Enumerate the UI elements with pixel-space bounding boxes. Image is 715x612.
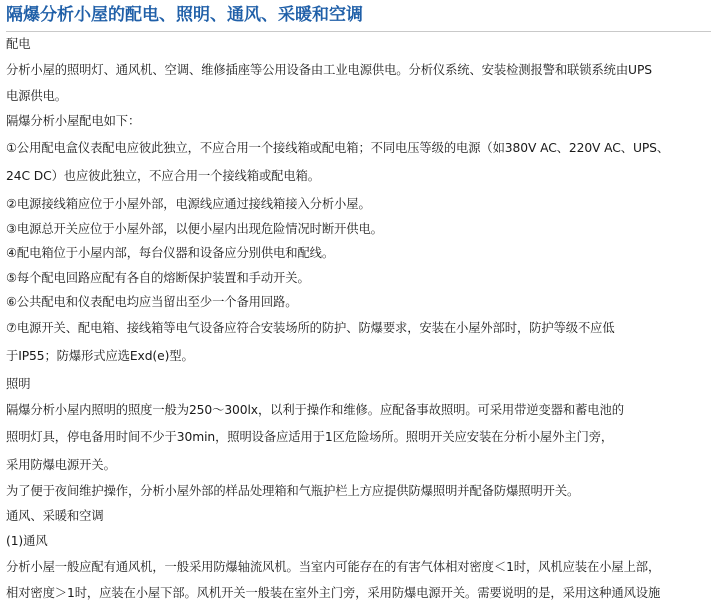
list-item: ⑥公共配电和仪表配电均应当留出至少一个备用回路。: [6, 295, 298, 309]
paragraph-text: 分析小屋一般应配有通风机，一般采用防爆轴流风机。当室内可能存在的有害气体相对密度＜1时，风机应装在小屋上部，: [6, 560, 661, 574]
list-item: ⑤每个配电回路应配有各自的熔断保护装置和手动开关。: [6, 271, 310, 285]
list-item: ②电源接线箱应位于小屋外部，电源线应通过接线箱接入分析小屋。: [6, 197, 371, 211]
paragraph-text: 采用防爆电源开关。: [6, 458, 116, 472]
paragraph-text: 电源供电。: [6, 89, 67, 103]
list-item: ①公用配电盒仪表配电应彼此独立，不应合用一个接线箱或配电箱；不同电压等级的电源（如380V AC、220V AC、UPS、: [6, 141, 670, 155]
list-item-continuation: 24C DC）也应彼此独立，不应合用一个接线箱或配电箱。: [6, 169, 320, 183]
subsection-heading-ventilation: (1)通风: [6, 534, 48, 548]
page-title: 隔爆分析小屋的配电、照明、通风、采暖和空调: [6, 0, 711, 32]
list-item: ⑦电源开关、配电箱、接线箱等电气设备应符合安装场所的防护、防爆要求，安装在小屋外部时，防护等级不应低: [6, 321, 615, 335]
section-heading-ventilation: 通风、采暖和空调: [6, 509, 104, 523]
paragraph-text: 相对密度＞1时，应装在小屋下部。风机开关一般装在室外主门旁，采用防爆电源开关。需要说明的是，采用这种通风设施: [6, 586, 661, 600]
list-item: ③电源总开关应位于小屋外部，以便小屋内出现危险情况时断开供电。: [6, 222, 383, 236]
section-heading-power-distribution: 配电: [6, 37, 31, 51]
paragraph-text: 隔爆分析小屋配电如下：: [6, 114, 141, 128]
paragraph-text: 照明灯具，停电备用时间不少于30min，照明设备应适用于1区危险场所。照明开关应安装在分析小屋外主门旁，: [6, 430, 614, 444]
list-item-continuation: 于IP55；防爆形式应选Exd(e)型。: [6, 349, 194, 363]
paragraph-text: 为了便于夜间维护操作，分析小屋外部的样品处理箱和气瓶护栏上方应提供防爆照明并配备防爆照明开关。: [6, 484, 580, 498]
paragraph-text: 分析小屋的照明灯、通风机、空调、维修插座等公用设备由工业电源供电。分析仪系统、安装检测报警和联锁系统由UPS: [6, 63, 652, 77]
list-item: ④配电箱位于小屋内部，每台仪器和设备应分别供电和配线。: [6, 246, 335, 260]
paragraph-text: 隔爆分析小屋内照明的照度一般为250～300lx，以利于操作和维修。应配备事故照明。可采用带逆变器和蓄电池的: [6, 403, 624, 417]
section-heading-lighting: 照明: [6, 377, 31, 391]
